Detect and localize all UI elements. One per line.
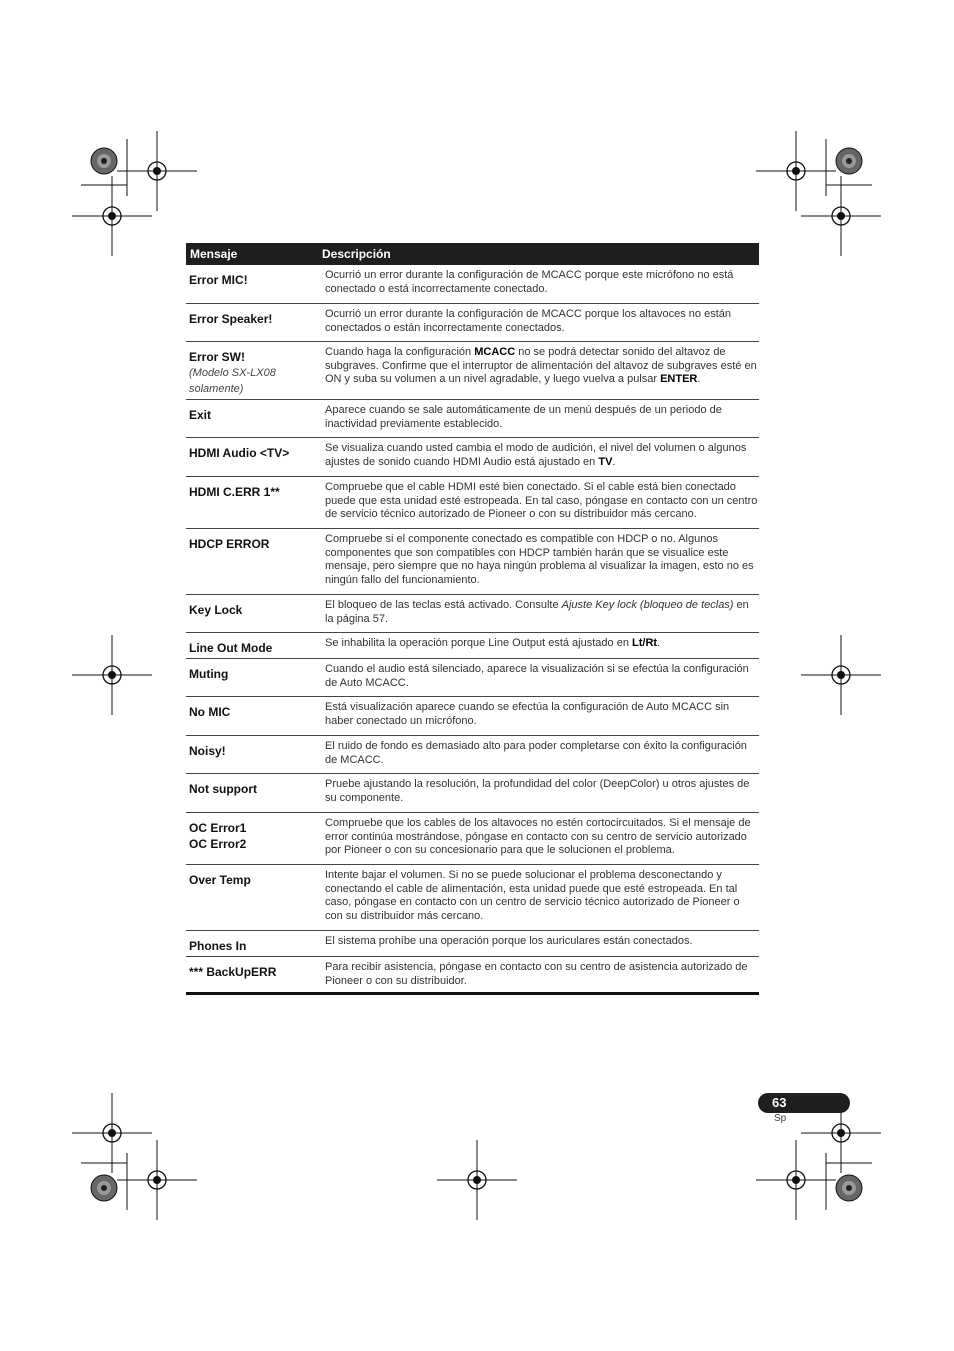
description-text: Ocurrió un error durante la configuración de MCACC porque los altavoces no están conectados o están incorrectamente conectados.	[325, 308, 731, 334]
description-cell	[322, 931, 759, 956]
message-label: Error SW!	[189, 350, 246, 364]
reference-text: Ajuste Key lock (bloqueo de teclas)	[561, 599, 734, 611]
description-cell	[322, 659, 759, 696]
message-label: Over Temp	[189, 873, 251, 887]
table-row	[186, 633, 759, 659]
description-cell	[322, 595, 759, 632]
description-cell	[322, 957, 759, 992]
description-cell	[322, 697, 759, 735]
header-descripcion: Descripción	[322, 247, 391, 261]
message-label: Exit	[189, 408, 212, 422]
description-text: El bloqueo de las teclas está activado. Consulte	[325, 599, 562, 611]
description-text: Cuando haga la configuración	[325, 346, 475, 358]
table-row	[186, 400, 759, 438]
message-cell	[186, 438, 322, 476]
table-row	[186, 813, 759, 865]
description-text: Intente bajar el volumen. Si no se puede solucionar el problema desconectando y conectando el cable de alimentación, esta unidad puede que esté estropeada. En tal caso, póngase en contacto con un centro de servicio técnico autorizado de Pioneer o con su distribuidor más cercano.	[325, 869, 740, 922]
bold-term: ENTER	[660, 373, 698, 386]
page-number: 63	[772, 1095, 787, 1110]
table-row	[186, 736, 759, 774]
message-label: Noisy!	[189, 744, 226, 758]
table-row	[186, 865, 759, 931]
message-label: Error Speaker!	[189, 312, 273, 326]
table-row	[186, 774, 759, 813]
table-row	[186, 697, 759, 736]
language-label: Sp	[774, 1113, 787, 1124]
description-text: Está visualización aparece cuando se efectúa la configuración de Auto MCACC sin haber conectado un micrófono.	[325, 701, 730, 727]
description-text: Se inhabilita la operación porque Line Output está ajustado en	[325, 637, 632, 649]
description-text: Pruebe ajustando la resolución, la profundidad del color (DeepColor) u otros ajustes de su componente.	[325, 778, 750, 804]
description-text: Para recibir asistencia, póngase en contacto con su centro de asistencia autorizado de Pioneer o con su distribuidor.	[325, 961, 748, 987]
table-row	[186, 438, 759, 477]
description-cell	[322, 865, 759, 930]
description-cell	[322, 265, 759, 303]
description-cell	[322, 342, 759, 399]
message-label: HDMI Audio <TV>	[189, 446, 290, 460]
message-cell	[186, 633, 322, 658]
message-cell	[186, 529, 322, 594]
table-row	[186, 342, 759, 400]
message-cell	[186, 595, 322, 632]
message-label: No MIC	[189, 705, 231, 719]
message-label: OC Error1	[189, 821, 247, 835]
message-label: Phones In	[189, 939, 247, 953]
table-row	[186, 659, 759, 697]
message-cell	[186, 813, 322, 864]
table-row	[186, 931, 759, 957]
message-cell	[186, 957, 322, 992]
description-text: .	[612, 455, 616, 468]
description-text: Compruebe que el cable HDMI esté bien conectado. Si el cable está bien conectado puede que esta unidad esté estropeada. En tal caso, póngase en contacto con un centro de servicio técnico autorizado de Pioneer o con su distribuidor más cercano.	[325, 481, 758, 521]
message-label: Key Lock	[189, 603, 243, 617]
table-header	[186, 243, 759, 265]
table-row	[186, 265, 759, 304]
bold-term: TV	[598, 455, 613, 468]
table-row	[186, 595, 759, 633]
description-text: Ocurrió un error durante la configuración de MCACC porque este micrófono no está conectado o está incorrectamente conectado.	[325, 269, 734, 295]
message-cell	[186, 477, 322, 528]
description-text: no se podrá detectar sonido del altavoz de subgraves. Confirme que el interruptor de alimentación del altavoz de subgraves esté en ON y suba su volumen a un nivel agradable, y luego vuelva a pulsar	[325, 346, 757, 386]
description-text: Aparece cuando se sale automáticamente de un menú después de un periodo de inactividad previamente establecido.	[325, 404, 722, 430]
message-cell	[186, 265, 322, 303]
description-cell	[322, 633, 759, 658]
message-label: Not support	[189, 782, 257, 796]
description-cell	[322, 774, 759, 812]
table-row	[186, 957, 759, 995]
description-cell	[322, 529, 759, 594]
description-text: .	[657, 637, 661, 649]
description-text: El sistema prohíbe una operación porque los auriculares están conectados.	[325, 935, 693, 947]
message-cell	[186, 931, 322, 956]
bold-term: Lt/Rt	[632, 637, 658, 649]
table-row	[186, 529, 759, 595]
message-cell	[186, 865, 322, 930]
description-text: en la página 57.	[325, 599, 749, 625]
description-cell	[322, 813, 759, 864]
message-table	[186, 243, 759, 995]
message-cell	[186, 697, 322, 735]
message-label: HDMI C.ERR 1**	[189, 485, 280, 499]
description-cell	[322, 400, 759, 437]
description-text: Compruebe si el componente conectado es compatible con HDCP o no. Algunos componentes que son compatibles con HDCP también harán que se visualice este mensaje, pero siempre que no haya ningún problema al visualizar la imagen, esto no es ningún fallo del funcionamiento.	[325, 533, 754, 586]
table-row	[186, 477, 759, 529]
message-label: Line Out Mode	[189, 641, 273, 655]
message-cell	[186, 342, 322, 399]
message-cell	[186, 659, 322, 696]
table-row	[186, 304, 759, 342]
description-cell	[322, 477, 759, 528]
header-mensaje: Mensaje	[190, 247, 238, 261]
message-label: Error MIC!	[189, 273, 248, 287]
message-cell	[186, 304, 322, 341]
description-text: El ruido de fondo es demasiado alto para poder completarse con éxito la configuración de MCACC.	[325, 740, 747, 766]
description-cell	[322, 304, 759, 341]
description-cell	[322, 736, 759, 773]
bold-term: MCACC	[474, 346, 516, 358]
message-label: *** BackUpERR	[189, 965, 277, 979]
message-label-2: OC Error2	[189, 837, 247, 851]
description-text: .	[697, 373, 701, 386]
description-text: Cuando el audio está silenciado, aparece la visualización si se efectúa la configuración de Auto MCACC.	[325, 663, 749, 689]
description-text: Compruebe que los cables de los altavoces no estén cortocircuitados. Si el mensaje de error continúa mostrándose, póngase en contacto con su centro de servicio autorizado por Pioneer o con su concesionario para que le solucionen el problema.	[325, 817, 751, 857]
model-note: (Modelo SX-LX08 solamente)	[189, 367, 276, 395]
message-cell	[186, 736, 322, 773]
message-cell	[186, 774, 322, 812]
message-label: Muting	[189, 667, 229, 681]
message-label: HDCP ERROR	[189, 537, 270, 551]
description-cell	[322, 438, 759, 476]
message-cell	[186, 400, 322, 437]
description-text: Se visualiza cuando usted cambia el modo de audición, el nivel del volumen o algunos ajustes de sonido cuando HDMI Audio está ajustado en	[325, 442, 747, 468]
